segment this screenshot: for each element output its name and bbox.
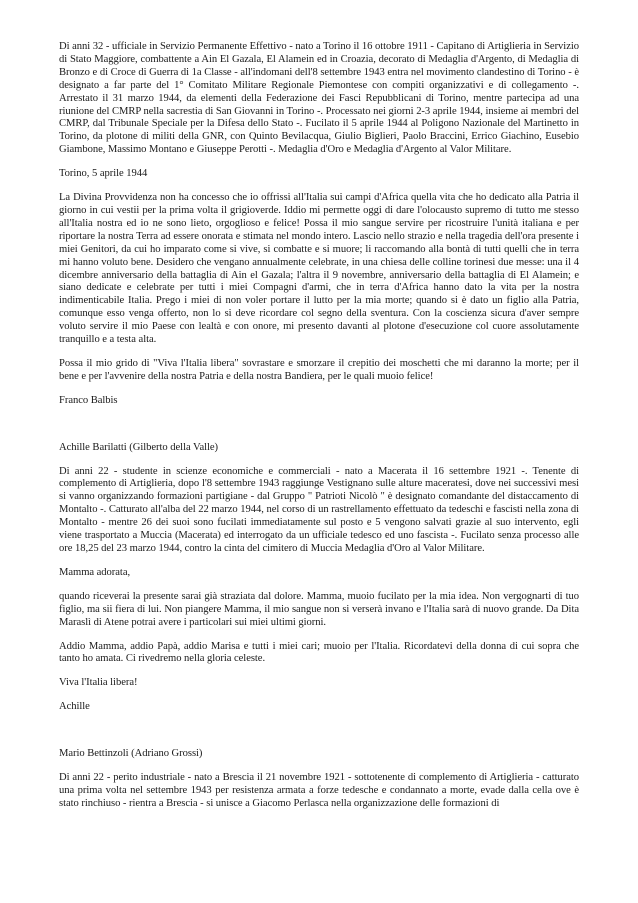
- section-heading: Mario Bettinzoli (Adriano Grossi): [59, 748, 203, 760]
- letter-body: Possa il mio grido di "Viva l'Italia libera" sovrastare e smorzare il crepitio dei moschetti che mi daranno la morte; per il bene e per l'avvenire della nostra Patria e della nostra Bandiera, per le quali muoio felice!: [59, 357, 579, 382]
- letter-salutation: Mamma adorata,: [59, 566, 131, 578]
- bio-paragraph: Di anni 22 - studente in scienze economiche e commerciali - nato a Macerata il 16 settembre 1921 -. Tenente di complemento di Artiglieria, dopo l'8 settembre 1943 raggiunge Vestignano sulle alture maceratesi, dove nei successivi mesi si vanno organizzando formazioni partigiane - dal Gruppo " Patrioti Nicolò " è designato comandante del distaccamento di Montalto -. Catturato all'alba del 22 marzo 1944, nel corso di un rastrellamento effettuato da tedeschi e fascisti nella zona di Montalto - mentre 26 dei suoi sono fucilati immediatamente sul posto e 5 vengono salvati grazie al suo intervento, egli viene trasportato a Muccia (Macerata) ed interrogato da un ufficiale tedesco ed uno fascista -. Fucilato senza processo alle ore 18,25 del 23 marzo 1944, contro la cinta del cimitero di Muccia Medaglia d'Oro al Valor Militare.: [59, 465, 579, 554]
- letter-signature: Achille: [59, 701, 90, 713]
- section-divider: [59, 419, 579, 442]
- section-divider: [59, 725, 579, 748]
- letter-body: La Divina Provvidenza non ha concesso che io offrissi all'Italia sui campi d'Africa quella vita che ho dedicato alla Patria il giorno in cui vestii per la prima volta il grigioverde. Iddio mi permette oggi di dare l'olocausto supremo di tutto me stesso all'Italia nostra ed io ne sono lieto, orgoglioso e felice! Possa il mio sangue servire per ricostruire l'unità italiana e per riportare la nostra Terra ad essere onorata e stimata nel mondo intero. Lascio nello strazio e nella tragedia dell'ora presente i miei Genitori, da cui ho imparato come si vive, si combatte e si muore; li raccomando alla bontà di tutti quelli che in terra mi hanno voluto bene. Desidero che vengano annualmente celebrate, in una chiesa delle colline torinesi due messe: una il 4 dicembre anniversario della battaglia di Ain el Gazala; l'altra il 9 novembre, anniversario della battaglia di El Alamein; e siano dedicate e celebrate per tutti i miei Compagni d'armi, che in terra d'Africa hanno dato la vita per la nostra indimenticabile Italia. Prego i miei di non voler portare il lutto per la mia morte; quando si è dato un figlio alla Patria, comunque esso venga offerto, non lo si deve ricordare col segno della sventura. Con la coscienza sicura d'aver sempre voluto servire il mio Paese con lealtà e con onore, mi presento davanti al plotone d'esecuzione col cuore assolutamente tranquillo e a testa alta.: [59, 192, 579, 346]
- document-page: [59, 41, 579, 822]
- letter-date: Torino, 5 aprile 1944: [59, 168, 148, 180]
- letter-body: quando riceverai la presente sarai già straziata dal dolore. Mamma, muoio fucilato per la mia idea. Non vergognarti di tuo figlio, ma sii fiera di lui. Non piangere Mamma, il mio sangue non si verserà invano e l'Italia sarà di nuovo grande. Da Dita Maraslì di Atene potrai avere i particolari sui miei ultimi giorni.: [59, 590, 579, 628]
- bio-paragraph: Di anni 22 - perito industriale - nato a Brescia il 21 novembre 1921 - sottotenente di complemento di Artiglieria - catturato una prima volta nel settembre 1943 per resistenza armata a forze tedesche e condannato a morte, evade dalla cella ove è stato rinchiuso - rientra a Brescia - si unisce a Giacomo Perlasca nella organizzazione delle formazioni di: [59, 772, 579, 809]
- letter-body: Viva l'Italia libera!: [59, 677, 138, 689]
- letter-body: Addio Mamma, addio Papà, addio Marisa e tutti i miei cari; muoio per l'Italia. Ricordatevi della donna di cui sopra che tanto ho amata. Ci rivedremo nella gloria celeste.: [59, 640, 579, 665]
- section-heading: Achille Barilatti (Gilberto della Valle): [59, 441, 219, 453]
- bio-paragraph: Di anni 32 - ufficiale in Servizio Permanente Effettivo - nato a Torino il 16 ottobre 1911 - Capitano di Artiglieria in Servizio di Stato Maggiore, combattente a Ain El Gazala, El Alamein ed in Croazia, decorato di Medaglia d'Argento, di Medaglia di Bronzo e di Croce di Guerra di 1a Classe - all'indomani dell'8 settembre 1943 entra nel movimento clandestino di Torino - è designato a far parte del 1° Comitato Militare Regionale Piemontese con compiti organizzativi e di collegamento -. Arrestato il 31 marzo 1944, da elementi della Federazione dei Fasci Repubblicani di Torino, mentre partecipa ad una riunione del CMRP nella sacrestia di San Giovanni in Torino -. Processato nei giorni 2-3 aprile 1944, insieme ai membri del CMRP, dal Tribunale Speciale per la Difesa dello Stato -. Fucilato il 5 aprile 1944 al Poligono Nazionale del Martinetto in Torino, da plotone di militi della GNR, con Quinto Bevilacqua, Giulio Biglieri, Paolo Braccini, Errico Giachino, Eusebio Giambone, Massimo Montano e Giuseppe Perotti -. Medaglia d'Oro e Medaglia d'Argento al Valor Militare.: [59, 41, 579, 156]
- letter-signature: Franco Balbis: [59, 394, 118, 406]
